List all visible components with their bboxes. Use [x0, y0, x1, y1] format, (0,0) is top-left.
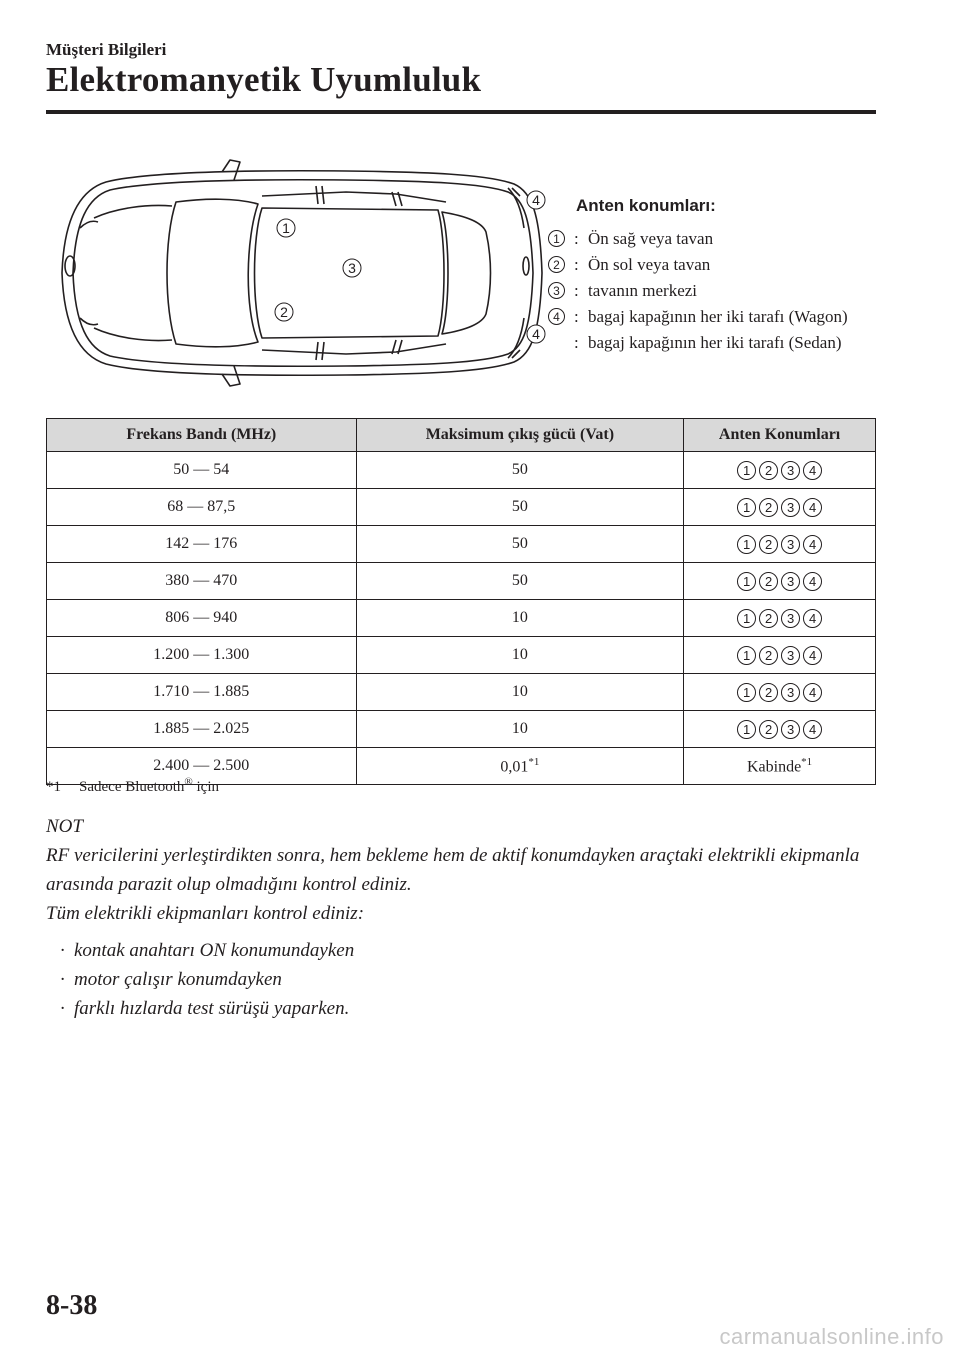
position-badge-1: 1	[737, 720, 756, 739]
position-badge-1: 1	[737, 646, 756, 665]
bullet-dot: ·	[60, 969, 65, 990]
cell-antenna-positions	[684, 637, 876, 674]
position-badge-2: 2	[759, 683, 778, 702]
table-row	[47, 563, 876, 600]
page-number: 8-38	[46, 1290, 98, 1321]
legend-text: bagaj kapağının her iki tarafı (Sedan)	[588, 333, 842, 352]
legend-separator: :	[574, 229, 579, 248]
callout-4-top-label: 4	[532, 192, 540, 208]
power-footnote-mark: *1	[528, 755, 540, 768]
legend-heading: Anten konumları:	[576, 196, 716, 215]
bullet-text: farklı hızlarda test sürüşü yaparken.	[74, 998, 350, 1019]
cell-frequency-band: 1.885 — 2.025	[47, 711, 357, 748]
legend-item	[548, 306, 868, 328]
header-max-output-power: Maksimum çıkış gücü (Vat)	[356, 419, 684, 452]
badge-1: 1	[548, 230, 565, 247]
cell-antenna-positions	[684, 452, 876, 489]
cell-frequency-band: 380 — 470	[47, 563, 357, 600]
position-badges	[737, 646, 822, 665]
cell-frequency-band: 1.200 — 1.300	[47, 637, 357, 674]
position-badge-3: 3	[781, 498, 800, 517]
position-badges	[737, 498, 822, 517]
table-row	[47, 600, 876, 637]
position-badge-4: 4	[803, 683, 822, 702]
legend-item	[548, 280, 868, 302]
footnote-text: Sadece Bluetooth	[79, 779, 185, 795]
position-badge-4: 4	[803, 572, 822, 591]
cell-antenna-positions	[684, 674, 876, 711]
table-row	[47, 711, 876, 748]
position-badge-3: 3	[781, 720, 800, 739]
position-badge-2: 2	[759, 609, 778, 628]
callout-3-label: 3	[348, 260, 356, 276]
position-badge-3: 3	[781, 683, 800, 702]
position-badge-1: 1	[737, 535, 756, 554]
table-body	[47, 452, 876, 785]
position-badge-2: 2	[759, 535, 778, 554]
registered-mark: ®	[184, 776, 193, 788]
bullet-text: motor çalışır konumdayken	[74, 969, 282, 990]
position-badge-4: 4	[803, 535, 822, 554]
table-row	[47, 526, 876, 563]
header-antenna-positions: Anten Konumları	[684, 419, 876, 452]
position-badge-4: 4	[803, 498, 822, 517]
table-header-row	[47, 419, 876, 452]
position-badges	[737, 720, 822, 739]
position-badge-4: 4	[803, 461, 822, 480]
legend-separator: :	[574, 307, 579, 326]
cell-max-power: 50	[356, 526, 684, 563]
car-top-view-illustration	[46, 158, 556, 388]
position-badges	[737, 572, 822, 591]
cell-frequency-band: 142 — 176	[47, 526, 357, 563]
footnote	[46, 776, 219, 796]
cell-max-power: 10	[356, 674, 684, 711]
callout-1-label: 1	[282, 220, 290, 236]
watermark: carmanualsonline.info	[719, 1324, 944, 1349]
cell-max-power: 50	[356, 563, 684, 600]
badge-4: 4	[548, 308, 565, 325]
cell-antenna-positions	[684, 489, 876, 526]
position-badge-1: 1	[737, 498, 756, 517]
callout-4-bottom-label: 4	[532, 326, 540, 342]
section-label: Müşteri Bilgileri	[46, 40, 167, 59]
note-paragraph: RF vericilerini yerleştirdikten sonra, hem bekleme hem de aktif konumdayken araçtaki elektrikli ekipmanla arasında parazit olup olmadığını kontrol ediniz.	[46, 845, 860, 895]
power-value: 0,01	[500, 758, 529, 776]
position-badges	[737, 609, 822, 628]
position-badge-1: 1	[737, 572, 756, 591]
position-badge-2: 2	[759, 646, 778, 665]
position-badge-4: 4	[803, 720, 822, 739]
bullet-text: kontak anahtarı ON konumundayken	[74, 940, 355, 961]
position-badge-4: 4	[803, 646, 822, 665]
badge-3: 3	[548, 282, 565, 299]
position-badges	[737, 535, 822, 554]
footnote-text-end: için	[192, 779, 219, 795]
cell-frequency-band: 806 — 940	[47, 600, 357, 637]
position-badge-1: 1	[737, 609, 756, 628]
position-badges	[737, 461, 822, 480]
note-bullet	[60, 994, 876, 1023]
frequency-table	[46, 418, 876, 785]
page-title: Elektromanyetik Uyumluluk	[46, 60, 482, 99]
legend-text: Ön sol veya tavan	[588, 255, 711, 274]
cell-max-power: 50	[356, 489, 684, 526]
legend-item	[548, 228, 868, 250]
position-badges	[737, 683, 822, 702]
cell-max-power: 10	[356, 600, 684, 637]
header-frequency-band: Frekans Bandı (MHz)	[47, 419, 357, 452]
cell-frequency-band: 2.400 — 2.500	[47, 748, 357, 785]
footnote-mark: *1	[46, 779, 61, 795]
position-footnote-mark: *1	[801, 755, 813, 768]
position-badge-2: 2	[759, 572, 778, 591]
position-badge-3: 3	[781, 609, 800, 628]
cell-max-power: 10	[356, 637, 684, 674]
table-row	[47, 637, 876, 674]
cell-max-power: 50	[356, 452, 684, 489]
legend-separator: :	[574, 281, 579, 300]
position-badge-3: 3	[781, 461, 800, 480]
cell-antenna-positions	[684, 526, 876, 563]
note-block	[46, 812, 876, 1023]
legend-item	[548, 332, 868, 354]
legend-text: bagaj kapağının her iki tarafı (Wagon)	[588, 307, 848, 326]
table-row	[47, 674, 876, 711]
position-badge-3: 3	[781, 646, 800, 665]
position-text: Kabinde	[746, 758, 802, 776]
cell-antenna-positions	[684, 748, 876, 785]
table-row	[47, 452, 876, 489]
callout-2-label: 2	[280, 304, 288, 320]
table-row	[47, 489, 876, 526]
note-intro: Tüm elektrikli ekipmanları kontrol ediniz:	[46, 903, 365, 924]
legend-text: tavanın merkezi	[588, 281, 698, 300]
bullet-dot: ·	[60, 998, 65, 1019]
position-badge-2: 2	[759, 498, 778, 517]
cell-antenna-positions	[684, 563, 876, 600]
position-badge-3: 3	[781, 572, 800, 591]
note-bullet	[60, 936, 876, 965]
cell-frequency-band: 1.710 — 1.885	[47, 674, 357, 711]
cell-max-power: 10	[356, 711, 684, 748]
antenna-legend	[548, 196, 868, 358]
note-heading: NOT	[46, 816, 83, 837]
legend-text: Ön sağ veya tavan	[588, 229, 714, 248]
position-badge-3: 3	[781, 535, 800, 554]
bullet-dot: ·	[60, 940, 65, 961]
position-badge-2: 2	[759, 720, 778, 739]
cell-antenna-positions	[684, 600, 876, 637]
legend-separator: :	[574, 255, 579, 274]
cell-frequency-band: 68 — 87,5	[47, 489, 357, 526]
position-badge-1: 1	[737, 461, 756, 480]
cell-antenna-positions	[684, 711, 876, 748]
position-badge-2: 2	[759, 461, 778, 480]
legend-item	[548, 254, 868, 276]
position-badge-4: 4	[803, 609, 822, 628]
note-bullet	[60, 965, 876, 994]
cell-max-power	[356, 748, 684, 785]
position-badge-1: 1	[737, 683, 756, 702]
badge-2: 2	[548, 256, 565, 273]
title-rule	[46, 110, 876, 114]
cell-frequency-band: 50 — 54	[47, 452, 357, 489]
legend-separator: :	[574, 333, 579, 352]
